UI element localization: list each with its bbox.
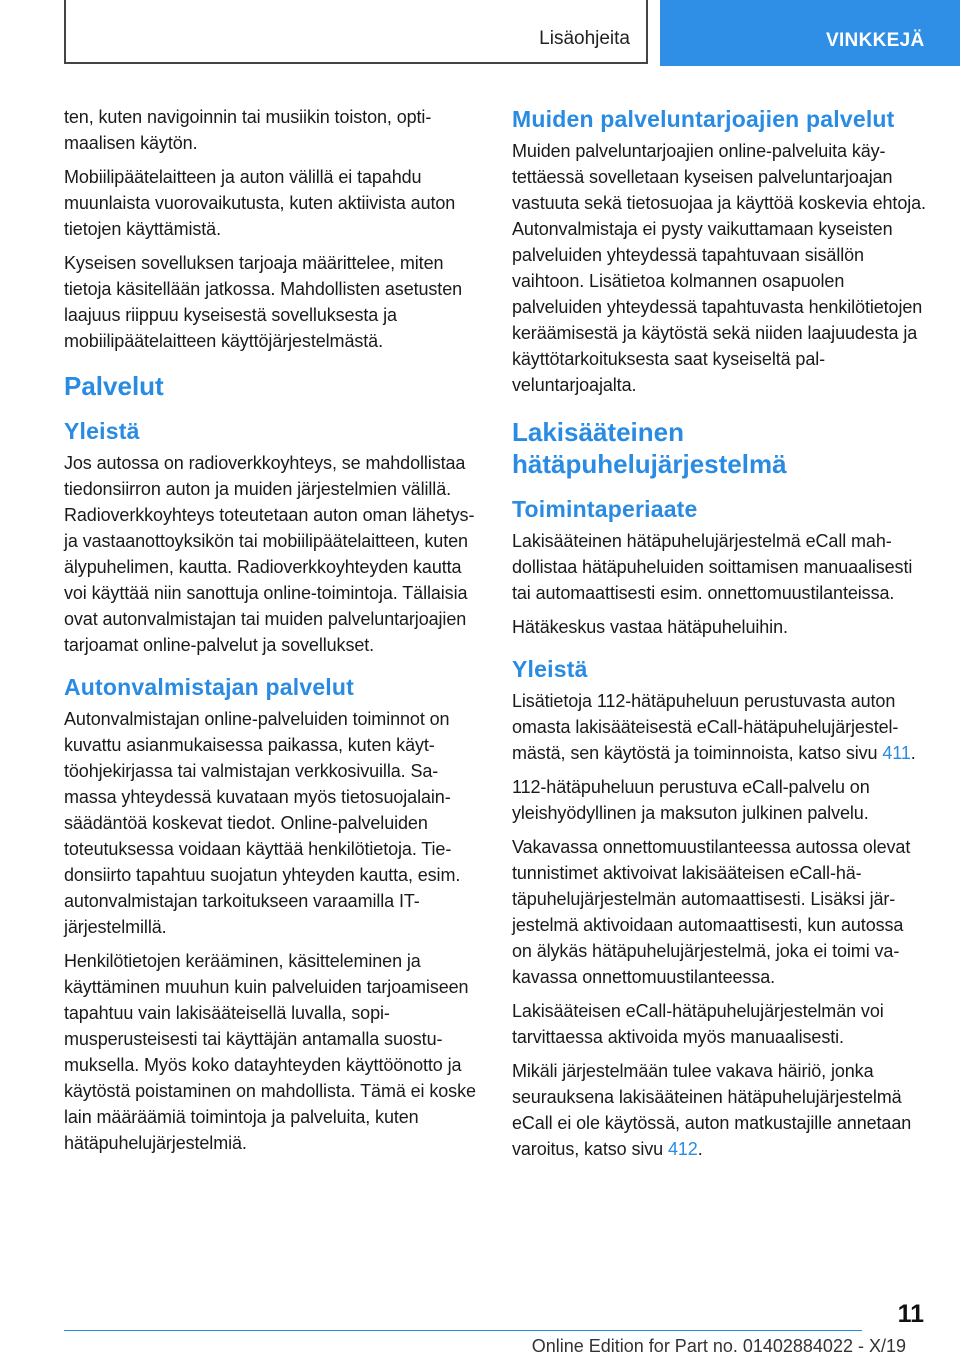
paragraph — [512, 1058, 926, 1162]
paragraph: Lakisääteisen eCall-hätäpuhelujärjestelmän voi tarvittaessa aktivoida myös manuaalisesti. — [512, 1001, 884, 1047]
paragraph-text: . — [910, 743, 916, 763]
paragraph: Lakisääteinen hätäpuhelujärjestelmä eCall mahdollistaa hätäpuheluiden soittamisen manuaalisesti tai automaattisesti esim. onnettomuustilanteissa. — [512, 531, 913, 603]
paragraph: Mobiilipäätelaitteen ja auton välillä ei tapahdu muunlaista vuorovaikutusta, kuten aktiivista auton tietojen käyttämistä. — [64, 167, 456, 239]
paragraph: Autonvalmistajan online-palveluiden toiminnot on kuvattu asianmukaisessa paikassa, kuten käyttöohjekirjassa tai valmistajan verkkosivuilla. Samassa yhteydessä kuvataan myös tietosuojalainsäädäntöä koskevat tiedot. Online-palveluiden toteutuksessa voidaan käyttää henkilötietoja. Tiedonsiirto tapahtuu suojatun yhteyden kautta, esim. autonvalmistajan tarkoitukseen varaamilla IT-järjestelmillä. — [64, 709, 461, 937]
paragraph — [512, 688, 926, 766]
paragraph: Henkilötietojen kerääminen, käsitteleminen ja käyttäminen muuhun kuin palveluiden tarjoamiseen tapahtuu vain lakisääteisellä luvalla, sopimusperusteisesti tai käyttäjän antamalla suostumuksella. Myös koko datayhteyden käyttöönotto ja käytöstä poistaminen on mahdollista. Tämä ei koske lain määräämiä toimintoja ja palveluita, kuten hätäpuhelujärjestelmiä. — [64, 951, 476, 1153]
paragraph: Jos autossa on radioverkkoyhteys, se mahdollistaa tiedonsiirron auton ja muiden järjestelmien välillä. Radioverkkoyhteys toteutetaan auton oman lähetys- ja vastaanottoyksikön tai mobiilipäätelaitteen, kuten älypuhelimen, kautta. Radioverkkoyhteyden kautta voi käyttää niin sanottuja online-toimintoja. Tällaisia ovat autonvalmistajan tai muiden palveluntarjoajien tarjoamat online-palvelut ja sovellukset. — [64, 453, 475, 655]
paragraph: Muiden palveluntarjoajien online-palveluita käytettäessä sovelletaan kyseisen palveluntarjoajan vastuuta sekä tietosuojaa ja käyttöä koskevia ehtoja. Autonvalmistaja ei pysty vaikuttamaan kyseisten palveluiden yhteydessä tapahtuvaan sisällön vaihtoon. Lisätietoa kolmannen osapuolen palveluiden yhteydessä tapahtuvasta henkilötietojen keräämisestä ja käytöstä sekä niiden laajuudesta ja käyttötarkoituksesta saat kyseiseltä palveluntarjoajalta. — [512, 141, 926, 395]
paragraph-text: . — [697, 1139, 703, 1159]
paragraph: ten, kuten navigoinnin tai musiikin toiston, optimaalisen käytön. — [64, 107, 432, 153]
page-reference-link[interactable]: 412 — [667, 1139, 698, 1159]
heading-autonvalmistajan-palvelut: Autonvalmistajan palvelut — [64, 674, 355, 700]
footer-divider — [64, 1330, 862, 1331]
heading-muiden-palveluntarjoajien-palvelut: Muiden palveluntarjoajien palvelut — [512, 106, 895, 132]
left-column — [64, 104, 478, 1164]
section-header-box — [64, 0, 648, 64]
section-title: Lisäohjeita — [539, 28, 630, 49]
paragraph: 112-hätäpuheluun perustuva eCall-palvelu on yleishyödyllinen ja maksuton julkinen palvelu. — [512, 777, 870, 823]
page-header — [0, 0, 960, 66]
heading-yleista-right: Yleistä — [512, 656, 588, 682]
paragraph: Vakavassa onnettomuustilanteessa autossa olevat tunnistimet aktivoivat lakisääteisen eCall-hätäpuhelujärjestelmän automaattisesti. Lisäksi järjestelmä aktivoidaan automaattisesti, kun autossa on älykäs hätäpuhelujärjestelmä, joka ei toimi vakavassa onnettomuustilanteessa. — [512, 837, 911, 987]
heading-lakisaateinen-hatapuhelujarjestelma: Lakisääteinen hätäpuhelujärjestelmä — [512, 417, 787, 479]
footer-edition-text: Online Edition for Part no. 01402884022 - X/19 — [531, 1336, 906, 1356]
paragraph-text: Lisätietoja 112-hätäpuheluun perustuvasta auton omasta lakisääteisestä eCall-hätäpuhelujärjestelmästä, sen käytöstä ja toiminnoista, katso sivu — [512, 691, 899, 763]
page-number: 11 — [897, 1300, 924, 1328]
heading-toimintaperiaate: Toimintaperiaate — [512, 496, 698, 522]
paragraph-text: Mikäli järjestelmään tulee vakava häiriö, jonka seurauksena lakisääteinen hätäpuhelujärjestelmä eCall ei ole käytössä, auton matkustajille annetaan varoitus, katso sivu — [512, 1061, 912, 1159]
right-column — [512, 104, 926, 1170]
paragraph: Hätäkeskus vastaa hätäpuheluihin. — [512, 617, 788, 637]
heading-palvelut: Palvelut — [64, 371, 164, 401]
heading-yleista: Yleistä — [64, 418, 140, 444]
chapter-tab[interactable]: VINKKEJÄ — [660, 0, 960, 66]
paragraph: Kyseisen sovelluksen tarjoaja määrittelee, miten tietoja käsitellään jatkossa. Mahdollisten asetusten laajuus riippuu kyseisestä sovelluksesta ja mobiilipäätelaitteen käyttöjärjestelmästä. — [64, 253, 463, 351]
page-reference-link[interactable]: 411 — [882, 743, 911, 763]
